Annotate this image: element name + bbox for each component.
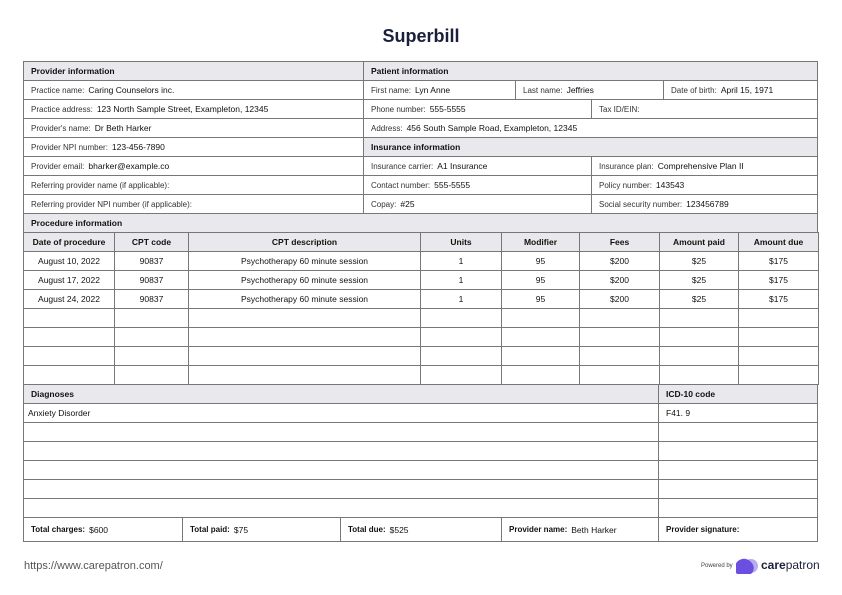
procedure-cell: [738, 365, 819, 385]
powered-by: Powered by: [701, 563, 733, 569]
procedure-cell: Psychotherapy 60 minute session: [188, 289, 421, 309]
value: #25: [400, 199, 415, 209]
procedure-cell: [501, 346, 580, 366]
value: $525: [389, 524, 409, 535]
procedure-cell: [114, 346, 189, 366]
procedure-cell: 95: [501, 270, 580, 290]
label: Policy number:: [599, 180, 652, 190]
label: Provider's name:: [31, 123, 91, 133]
dob-field: [663, 80, 818, 100]
procedure-cell: [659, 308, 739, 328]
procedure-cell: 1: [420, 270, 502, 290]
brand-rest: patron: [785, 558, 820, 572]
procedure-cell: $175: [738, 270, 819, 290]
value: Dr Beth Harker: [94, 123, 152, 133]
value: April 15, 1971: [720, 85, 774, 95]
procedure-cell: $175: [738, 251, 819, 271]
provider-name-total: [501, 517, 659, 542]
icd-code-cell: [658, 422, 818, 442]
label: Practice name:: [31, 85, 85, 95]
icd-code-cell: [658, 460, 818, 480]
procedure-cell: [501, 327, 580, 347]
procedure-cell: 95: [501, 251, 580, 271]
procedure-cell: [501, 308, 580, 328]
procedure-cell: [114, 327, 189, 347]
procedure-cell: [114, 308, 189, 328]
value: 555-5555: [434, 180, 471, 190]
procedure-cell: 90837: [114, 289, 189, 309]
value: Comprehensive Plan II: [657, 161, 744, 171]
diagnosis-cell: [23, 479, 659, 499]
label: Social security number:: [599, 199, 683, 209]
value: Jeffries: [566, 85, 594, 95]
procedure-cell: Psychotherapy 60 minute session: [188, 251, 421, 271]
value: 143543: [655, 180, 685, 190]
value: bharker@example.co: [88, 161, 170, 171]
diagnosis-cell: [23, 422, 659, 442]
label: Practice address:: [31, 104, 93, 114]
address-field: [363, 118, 818, 138]
label: Tax ID/EIN:: [599, 104, 640, 114]
procedure-cell: August 10, 2022: [23, 251, 115, 271]
procedure-cell: $200: [579, 251, 660, 271]
procedure-cell: [114, 365, 189, 385]
diagnosis-cell: [23, 460, 659, 480]
diagnosis-cell: [23, 498, 659, 518]
column-header: Fees: [579, 232, 660, 252]
carrier-field: [363, 156, 592, 176]
website-link[interactable]: https://www.carepatron.com/: [24, 560, 163, 572]
label: Total due:: [348, 525, 386, 534]
procedure-cell: 1: [420, 251, 502, 271]
column-header: Date of procedure: [23, 232, 115, 252]
procedure-cell: [579, 308, 660, 328]
procedure-cell: [659, 346, 739, 366]
tax-id-field: [591, 99, 818, 119]
label: Last name:: [523, 85, 563, 95]
procedure-cell: [738, 346, 819, 366]
column-header: Modifier: [501, 232, 580, 252]
first-name-field: [363, 80, 516, 100]
practice-name-field: [23, 80, 364, 100]
column-header: Amount due: [738, 232, 819, 252]
procedure-cell: [23, 365, 115, 385]
diagnosis-cell: [23, 441, 659, 461]
procedure-cell: 95: [501, 289, 580, 309]
procedure-cell: [23, 327, 115, 347]
value: $75: [233, 524, 249, 535]
procedure-cell: $25: [659, 251, 739, 271]
value: Lyn Anne: [415, 85, 451, 95]
procedure-cell: [738, 308, 819, 328]
procedure-cell: [23, 308, 115, 328]
procedure-cell: [501, 365, 580, 385]
provider-heading: Provider information: [23, 61, 364, 81]
procedure-cell: 90837: [114, 270, 189, 290]
column-header: CPT description: [188, 232, 421, 252]
icd-code-cell: [658, 479, 818, 499]
value: 123 North Sample Street, Exampleton, 12345: [96, 104, 269, 114]
label: Insurance carrier:: [371, 161, 434, 171]
total-charges: [23, 517, 183, 542]
label: Provider email:: [31, 161, 85, 171]
npi-field: [23, 137, 364, 157]
label: Date of birth:: [671, 85, 717, 95]
column-header: CPT code: [114, 232, 189, 252]
procedure-cell: 1: [420, 289, 502, 309]
referring-npi-field: [23, 194, 364, 214]
label: Provider signature:: [666, 525, 740, 534]
carepatron-logo-icon: [736, 558, 758, 574]
procedure-cell: [420, 365, 502, 385]
procedure-cell: [420, 327, 502, 347]
label: Total charges:: [31, 525, 86, 534]
diagnoses-heading: Diagnoses: [23, 384, 659, 404]
provider-name-field: [23, 118, 364, 138]
copay-field: [363, 194, 592, 214]
icd-heading: ICD-10 code: [658, 384, 818, 404]
procedure-cell: $175: [738, 289, 819, 309]
procedure-cell: [188, 346, 421, 366]
patient-heading: Patient information: [363, 61, 818, 81]
value: 456 South Sample Road, Exampleton, 12345: [406, 123, 578, 133]
procedure-cell: Psychotherapy 60 minute session: [188, 270, 421, 290]
procedure-cell: $25: [659, 289, 739, 309]
contact-field: [363, 175, 592, 195]
column-header: Units: [420, 232, 502, 252]
procedure-heading: Procedure information: [23, 213, 818, 233]
procedure-cell: [579, 346, 660, 366]
icd-code-cell: [658, 498, 818, 518]
value: $600: [89, 524, 109, 535]
label: Insurance plan:: [599, 161, 654, 171]
referring-name-field: [23, 175, 364, 195]
ssn-field: [591, 194, 818, 214]
value: 123-456-7890: [111, 142, 165, 152]
procedure-cell: [420, 346, 502, 366]
procedure-cell: August 17, 2022: [23, 270, 115, 290]
email-field: [23, 156, 364, 176]
procedure-cell: [738, 327, 819, 347]
procedure-cell: [188, 308, 421, 328]
value: Caring Counselors inc.: [88, 85, 175, 95]
procedure-cell: $25: [659, 270, 739, 290]
procedure-cell: [188, 327, 421, 347]
total-paid: [182, 517, 341, 542]
value: 123456789: [686, 199, 729, 209]
procedure-cell: [579, 327, 660, 347]
value: Beth Harker: [571, 524, 617, 535]
label: Copay:: [371, 199, 397, 209]
procedure-cell: [188, 365, 421, 385]
procedure-cell: [659, 327, 739, 347]
last-name-field: [515, 80, 664, 100]
procedure-cell: $200: [579, 270, 660, 290]
carepatron-brand: [761, 558, 820, 572]
diagnosis-cell: Anxiety Disorder: [23, 403, 659, 423]
label: Total paid:: [190, 525, 230, 534]
plan-field: [591, 156, 818, 176]
label: Provider name:: [509, 525, 568, 534]
procedure-cell: [659, 365, 739, 385]
icd-code-cell: F41. 9: [658, 403, 818, 423]
icd-code-cell: [658, 441, 818, 461]
label: First name:: [371, 85, 412, 95]
label: Phone number:: [371, 104, 426, 114]
insurance-heading: Insurance information: [363, 137, 818, 157]
page-title: Superbill: [382, 26, 460, 46]
value: 555-5555: [429, 104, 466, 114]
value: A1 Insurance: [437, 161, 488, 171]
label: Referring provider name (if applicable):: [31, 180, 170, 190]
procedure-cell: 90837: [114, 251, 189, 271]
procedure-cell: [420, 308, 502, 328]
phone-field: [363, 99, 592, 119]
procedure-cell: [579, 365, 660, 385]
procedure-cell: August 24, 2022: [23, 289, 115, 309]
brand-bold: care: [761, 558, 786, 572]
label: Referring provider NPI number (if applicable):: [31, 199, 192, 209]
procedure-cell: $200: [579, 289, 660, 309]
total-due: [340, 517, 502, 542]
label: Provider NPI number:: [31, 142, 108, 152]
label: Contact number:: [371, 180, 431, 190]
practice-address-field: [23, 99, 364, 119]
column-header: Amount paid: [659, 232, 739, 252]
policy-field: [591, 175, 818, 195]
procedure-cell: [23, 346, 115, 366]
provider-signature: [658, 517, 818, 542]
label: Address:: [371, 123, 403, 133]
